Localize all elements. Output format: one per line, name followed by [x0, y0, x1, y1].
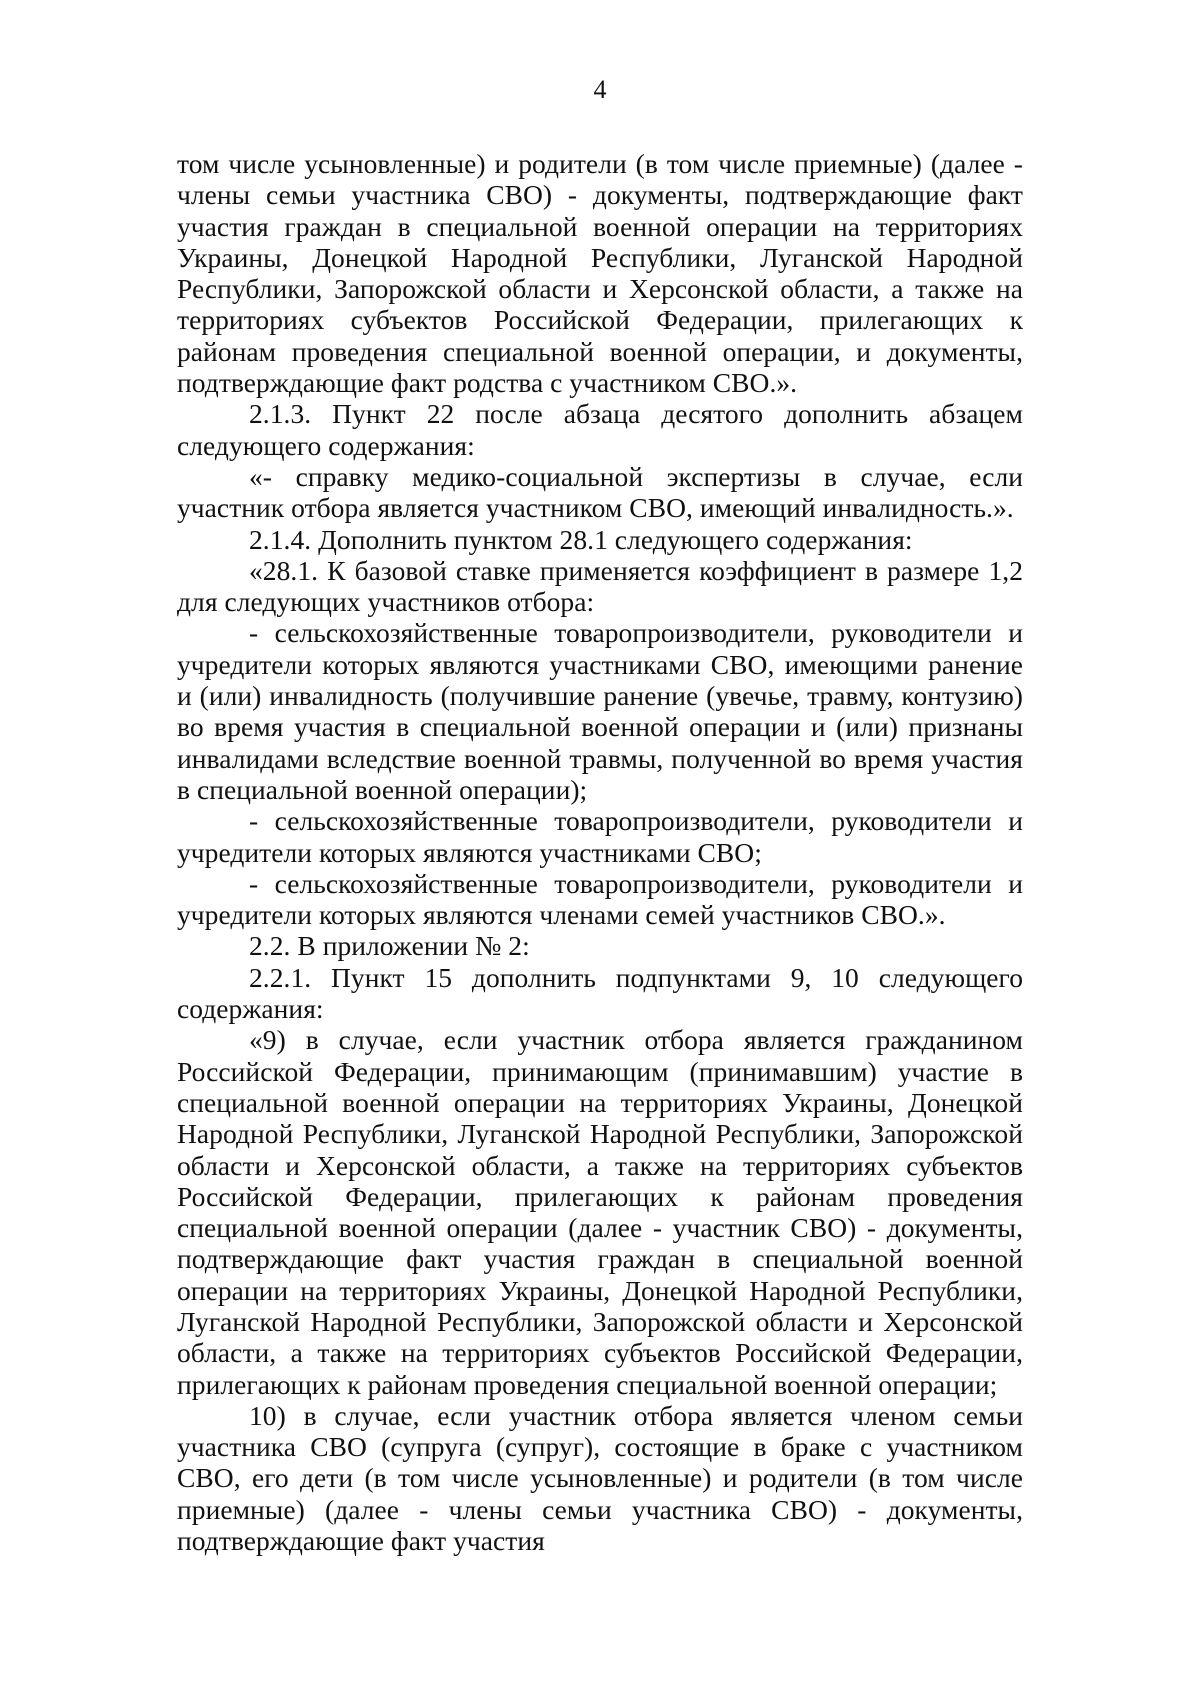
paragraph-2-1-4: 2.1.4. Дополнить пунктом 28.1 следующего содержания: — [249, 523, 913, 555]
paragraph-continuation: том числе усыновленные) и родители (в том числе приемные) (далее - члены семьи участника СВО) - документы, подтверждающие факт участия граждан в специальной военной операции на территориях Украины, Донецкой Народной Республики, Луганской Народной Республики, Запорожской области и Херсонской области, а также на территориях субъектов Российской Федерации, прилегающих к районам проведения специальной военной операции, и документы, подтверждающие факт родства с участником СВО.». — [177, 148, 1023, 399]
subitem-10: 10) в случае, если участник отбора является членом семьи участника СВО (супруга (супруг), состоящие в браке с участником СВО, его дети (в том числе усыновленные) и родители (в том числе приемные) (далее - члены семьи участника СВО) - документы, подтверждающие факт участия — [177, 1399, 1023, 1557]
list-item-wounded-participants: - сельскохозяйственные товаропроизводители, руководители и учредители которых являются участниками СВО, имеющими ранение и (или) инвалидность (получившие ранение (увечье, травму, контузию) во время участия в специальной военной операции и (или) признаны инвалидами вследствие военной травмы, полученной во время участия в специальной военной операции); — [177, 617, 1023, 805]
list-item-family-members: - сельскохозяйственные товаропроизводители, руководители и учредители которых являются членами семей участников СВО.». — [177, 867, 1023, 931]
document-body — [177, 148, 1023, 1556]
paragraph-28-1: «28.1. К базовой ставке применяется коэффициент в размере 1,2 для следующих участников отбора: — [177, 554, 1023, 618]
list-item-participants: - сельскохозяйственные товаропроизводители, руководители и учредители которых являются участниками СВО; — [177, 805, 1023, 868]
paragraph-mse-certificate: «- справку медико-социальной экспертизы в случае, если участник отбора является участником СВО, имеющий инвалидность.». — [177, 460, 1023, 524]
subitem-9: «9) в случае, если участник отбора является гражданином Российской Федерации, принимающим (принимавшим) участие в специальной военной операции на территориях Украины, Донецкой Народной Республики, Луганской Народной Республики, Запорожской области и Херсонской области, а также на территориях субъектов Российской Федерации, прилегающих к районам проведения специальной военной операции (далее - участник СВО) - документы, подтверждающие факт участия граждан в специальной военной операции на территориях Украины, Донецкой Народной Республики, Луганской Народной Республики, Запорожской области и Херсонской области, а также на территориях субъектов Российской Федерации, прилегающих к районам проведения специальной военной операции; — [177, 1024, 1023, 1400]
paragraph-2-1-3: 2.1.3. Пункт 22 после абзаца десятого дополнить абзацем следующего содержания: — [177, 398, 1023, 461]
paragraph-2-2-1: 2.2.1. Пункт 15 дополнить подпунктами 9, 10 следующего содержания: — [177, 961, 1023, 1025]
paragraph-2-2: 2.2. В приложении № 2: — [249, 930, 530, 962]
page-number: 4 — [593, 75, 607, 104]
